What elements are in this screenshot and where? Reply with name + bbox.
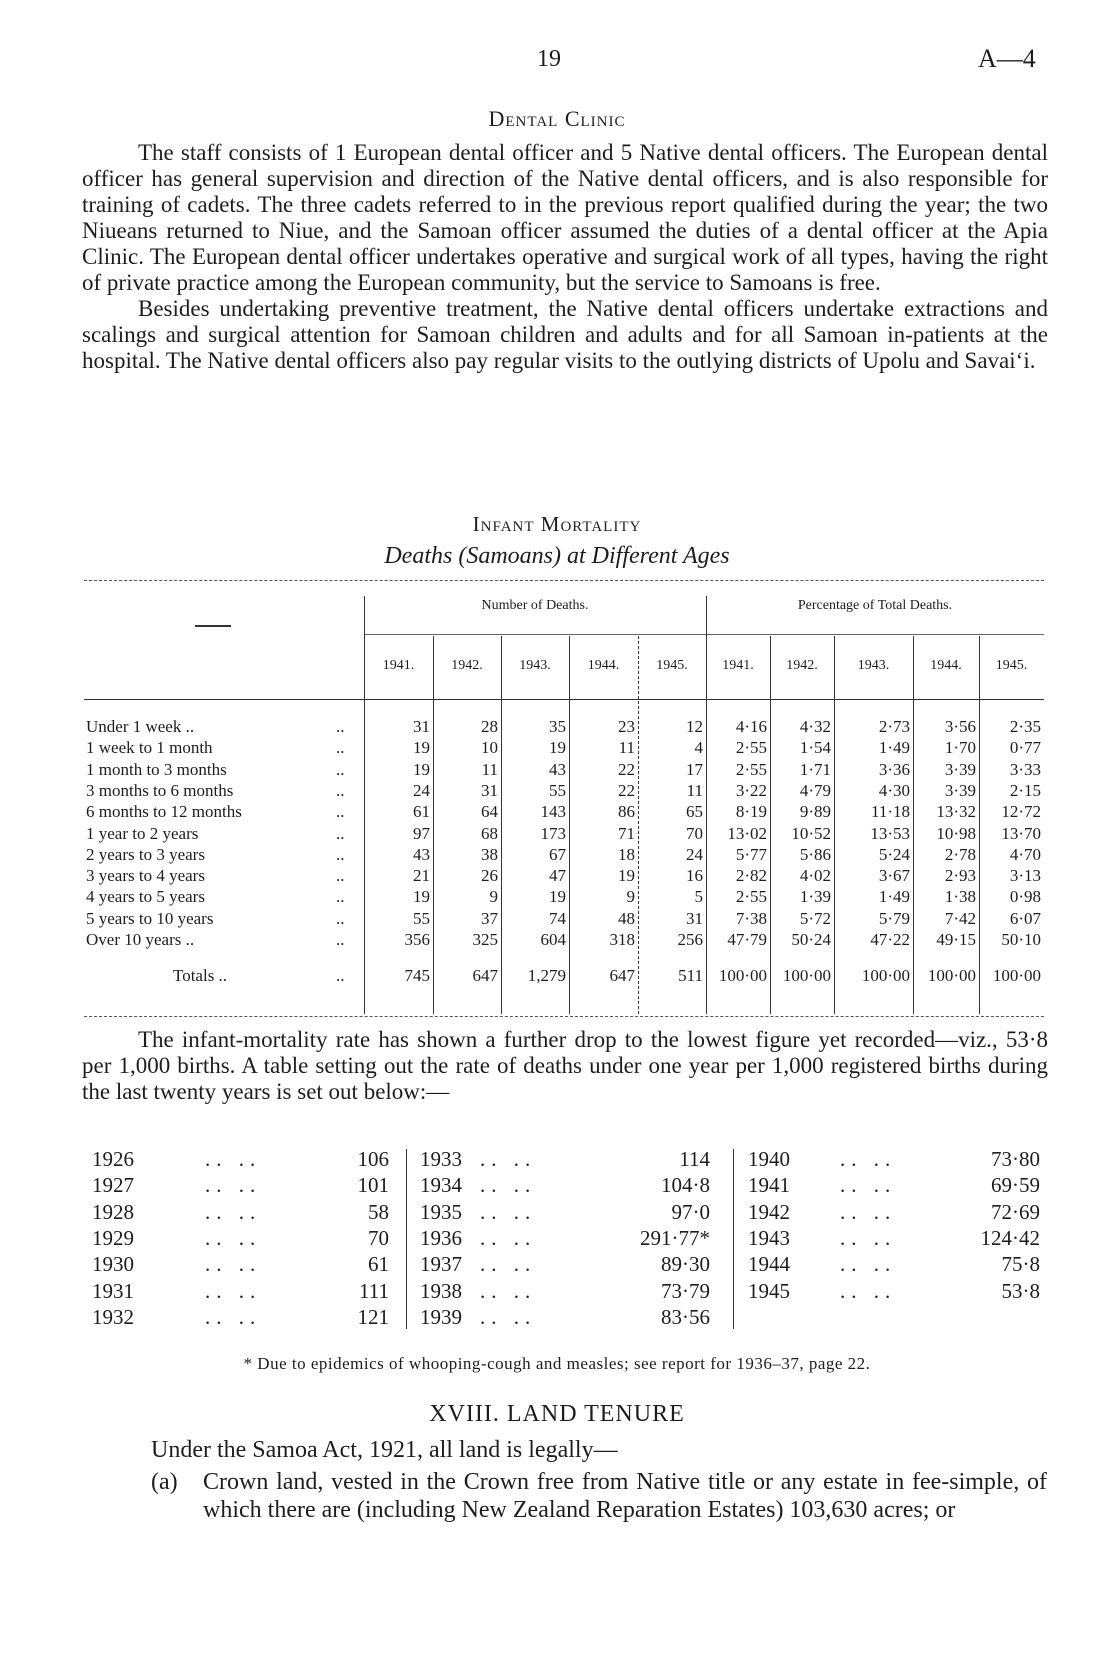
table-cell: 2·93 (944, 866, 976, 885)
rate-paragraph: The infant-mortality rate has shown a further drop to the lowest figure yet recorded—viz., 53·8 per 1,000 births. A table setting out the rate of deaths under one year per 1,000 registered births during the last twenty years is set out below:— (82, 1027, 1048, 1104)
table-cell: 26 (481, 866, 498, 885)
table-cell: 4·16 (735, 717, 767, 736)
table-cell: 5·86 (799, 845, 831, 864)
table-cell: 325 (472, 930, 498, 949)
table-cell: 43 (549, 760, 566, 779)
totals-cell: 647 (609, 966, 635, 985)
rate-paragraph-block (82, 1027, 1048, 1105)
land-tenure-intro: Under the Samoa Act, 1921, all land is legally— (151, 1437, 618, 1463)
table-cell: 71 (618, 824, 635, 843)
rate-value: 291·77* (640, 1226, 710, 1250)
year-header: 1941. (382, 658, 415, 673)
leader-dots: .. (336, 781, 345, 800)
rate-leader-dots: .. .. (205, 1305, 262, 1329)
table-cell: 55 (549, 781, 566, 800)
rate-year: 1943 (748, 1226, 790, 1250)
rate-leader-dots: .. .. (840, 1147, 897, 1171)
table-cell: 49·15 (936, 930, 976, 949)
dental-clinic-paragraphs (82, 140, 1048, 374)
table-cell: 18 (618, 845, 635, 864)
rate-value: 121 (357, 1305, 389, 1329)
table-cell: 9·89 (799, 802, 831, 821)
table-cell: 3·39 (944, 760, 976, 779)
dental-paragraph-2: Besides undertaking preventive treatment, the Native dental officers undertake extractions and scalings and surgical attention for Samoan children and adults and for all Samoan in-patients at the hospital. The Native dental officers also pay regular visits to the outlying districts of Upolu and Savai‘i. (82, 296, 1048, 373)
rate-value: 83·56 (661, 1305, 710, 1329)
year-header: 1943. (519, 658, 551, 673)
infant-mortality-heading: Infant Mortality (472, 512, 642, 536)
table-cell: 12 (686, 717, 703, 736)
table-cell: 4·32 (799, 717, 831, 736)
row-label: 1 month to 3 months (86, 760, 227, 779)
rate-leader-dots: .. .. (840, 1200, 897, 1224)
rate-leader-dots: .. .. (205, 1200, 262, 1224)
rate-year: 1932 (92, 1305, 134, 1329)
rate-year: 1938 (420, 1279, 462, 1303)
corner-dash (195, 625, 231, 627)
table-cell: 31 (413, 717, 430, 736)
table-cell: 10·98 (936, 824, 976, 843)
totals-cell: 100·00 (861, 966, 910, 985)
rate-value: 106 (357, 1147, 389, 1171)
rate-year: 1936 (420, 1226, 462, 1250)
table-cell: 604 (540, 930, 566, 949)
rate-leader-dots: .. .. (205, 1279, 262, 1303)
leader-dots: .. (336, 717, 345, 736)
rate-row (0, 1147, 1114, 1173)
table-cell: 47·79 (727, 930, 767, 949)
table-cell: 24 (686, 845, 703, 864)
table-cell: 1·70 (944, 738, 976, 757)
table-cell: 11 (481, 760, 498, 779)
table-cell: 9 (626, 887, 635, 906)
table-cell: 2·55 (735, 887, 767, 906)
table-cell: 48 (618, 909, 635, 928)
totals-cell: 100·00 (718, 966, 767, 985)
table-cell: 21 (413, 866, 430, 885)
rate-year: 1935 (420, 1200, 462, 1224)
rate-leader-dots: .. .. (480, 1252, 537, 1276)
dental-paragraph-1: The staff consists of 1 European dental officer and 5 Native dental officers. The European dental officer has general supervision and direction of the Native dental officers, and is also responsible for training of cadets. The three cadets referred to in the previous report qualified during the year; the two Niueans returned to Niue, and the Samoan officer assumed the duties of a dental officer at the Apia Clinic. The European dental officer undertakes operative and surgical work of all types, having the right of private practice among the European community, but the service to Samoans is free. (82, 140, 1048, 295)
rate-row (0, 1305, 1114, 1331)
table-cell: 23 (618, 717, 635, 736)
rate-value: 111 (359, 1279, 389, 1303)
table-cell: 13·32 (936, 802, 976, 821)
table-cell: 43 (413, 845, 430, 864)
totals-cell: 647 (472, 966, 498, 985)
table-cell: 5·77 (735, 845, 767, 864)
rate-row (0, 1252, 1114, 1278)
leader-dots: .. (336, 887, 345, 906)
table-cell: 3·67 (878, 866, 910, 885)
table-cell: 6·07 (1009, 909, 1041, 928)
table-cell: 5·24 (878, 845, 910, 864)
table-cell: 7·42 (944, 909, 976, 928)
table-cell: 10·52 (791, 824, 831, 843)
table-cell: 22 (618, 781, 635, 800)
year-header: 1945. (656, 658, 688, 673)
table-cell: 356 (404, 930, 430, 949)
table-cell: 16 (686, 866, 703, 885)
table-cell: 11 (686, 781, 703, 800)
table-cell: 4 (694, 738, 703, 757)
table-cell: 61 (413, 802, 430, 821)
table-cell: 70 (686, 824, 703, 843)
dental-clinic-heading: Dental Clinic (488, 106, 626, 131)
rate-row (0, 1279, 1114, 1305)
table-cell: 13·02 (727, 824, 767, 843)
rate-year: 1930 (92, 1252, 134, 1276)
table-cell: 68 (481, 824, 498, 843)
rate-value: 58 (368, 1200, 389, 1224)
leader-dots: .. (336, 760, 345, 779)
table-cell: 12·72 (1001, 802, 1041, 821)
row-label: 3 months to 6 months (86, 781, 234, 800)
table-cell: 19 (549, 887, 566, 906)
table-cell: 19 (413, 738, 430, 757)
table-cell: 19 (618, 866, 635, 885)
rate-value: 124·42 (980, 1226, 1040, 1250)
row-label: 6 months to 12 months (86, 802, 242, 821)
table-cell: 8·19 (735, 802, 767, 821)
table-bottom-rule (84, 1016, 1044, 1017)
year-header: 1944. (587, 658, 620, 673)
rate-year: 1933 (420, 1147, 462, 1171)
rate-leader-dots: .. .. (480, 1173, 537, 1197)
table-cell: 10 (481, 738, 498, 757)
table-cell: 28 (481, 717, 498, 736)
rate-leader-dots: .. .. (205, 1226, 262, 1250)
rate-year: 1941 (748, 1173, 790, 1197)
rate-year: 1939 (420, 1305, 462, 1329)
table-cell: 143 (540, 802, 566, 821)
rate-leader-dots: .. .. (840, 1279, 897, 1303)
table-cell: 173 (540, 824, 566, 843)
rate-leader-dots: .. .. (840, 1226, 897, 1250)
table-cell: 4·70 (1009, 845, 1041, 864)
year-header: 1944. (930, 658, 962, 673)
rate-row (0, 1173, 1114, 1199)
leader-dots: .. (336, 930, 345, 949)
table-cell: 13·53 (870, 824, 910, 843)
table-cell: 2·78 (944, 845, 976, 864)
table-body-rule (84, 699, 1044, 700)
table-cell: 37 (481, 909, 498, 928)
item-marker: (a) (151, 1469, 178, 1495)
rate-year: 1927 (92, 1173, 134, 1197)
year-header: 1945. (995, 658, 1028, 673)
table-top-rule (84, 580, 1044, 581)
table-cell: 19 (413, 760, 430, 779)
table-cell: 55 (413, 909, 430, 928)
rate-value: 114 (679, 1147, 710, 1171)
table-cell: 19 (413, 887, 430, 906)
table-cell: 1·49 (878, 738, 910, 757)
table-cell: 256 (677, 930, 703, 949)
row-label: Over 10 years .. (86, 930, 195, 949)
rate-row (0, 1226, 1114, 1252)
table-cell: 22 (618, 760, 635, 779)
table-cell: 3·39 (944, 781, 976, 800)
footnote: * Due to epidemics of whooping-cough and measles; see report for 1936–37, page 22. (243, 1354, 871, 1373)
rate-year: 1931 (92, 1279, 134, 1303)
table-cell: 0·98 (1009, 887, 1041, 906)
table-cell: 65 (686, 802, 703, 821)
table-cell: 13·70 (1001, 824, 1041, 843)
rate-leader-dots: .. .. (480, 1226, 537, 1250)
table-cell: 64 (481, 802, 498, 821)
table-cell: 4·30 (878, 781, 910, 800)
row-label: 3 years to 4 years (86, 866, 205, 885)
table-cell: 1·38 (944, 887, 976, 906)
row-label: 2 years to 3 years (86, 845, 205, 864)
year-header: 1942. (451, 658, 483, 673)
rate-year: 1926 (92, 1147, 134, 1171)
year-header: 1942. (786, 658, 818, 673)
rate-year: 1942 (748, 1200, 790, 1224)
table-cell: 5 (694, 887, 703, 906)
table-cell: 1·49 (878, 887, 910, 906)
table-cell: 35 (549, 717, 566, 736)
table-cell: 5·72 (799, 909, 831, 928)
table-cell: 11·18 (870, 802, 910, 821)
rate-year: 1945 (748, 1279, 790, 1303)
rate-leader-dots: .. .. (205, 1252, 262, 1276)
leader-dots: .. (336, 909, 345, 928)
table-cell: 2·82 (735, 866, 767, 885)
rate-year: 1944 (748, 1252, 790, 1276)
page-number: 19 (537, 46, 561, 72)
table-cell: 4·79 (799, 781, 831, 800)
year-header: 1943. (857, 658, 890, 673)
group-header-number: Number of Deaths. (481, 598, 589, 613)
rate-year: 1940 (748, 1147, 790, 1171)
table-cell: 1·39 (799, 887, 831, 906)
totals-cell: 100·00 (992, 966, 1041, 985)
rate-leader-dots: .. .. (480, 1147, 537, 1171)
table-cell: 31 (481, 781, 498, 800)
rate-value: 69·59 (991, 1173, 1040, 1197)
rate-year: 1934 (420, 1173, 462, 1197)
row-label: 1 week to 1 month (86, 738, 213, 757)
document-code: A—4 (978, 44, 1036, 73)
table-cell: 0·77 (1009, 738, 1041, 757)
rate-value: 97·0 (671, 1200, 710, 1224)
rate-value: 53·8 (1001, 1279, 1040, 1303)
row-label: Under 1 week .. (86, 717, 195, 736)
rate-value: 73·79 (661, 1279, 710, 1303)
table-cell: 5·79 (878, 909, 910, 928)
rate-value: 75·8 (1001, 1252, 1040, 1276)
land-tenure-heading: XVIII. LAND TENURE (429, 1401, 685, 1427)
table-cell: 2·35 (1009, 717, 1041, 736)
table-cell: 47 (549, 866, 566, 885)
leader-dots: .. (336, 866, 345, 885)
leader-dots: .. (336, 738, 345, 757)
table-cell: 50·24 (791, 930, 831, 949)
table-cell: 67 (549, 845, 566, 864)
table-cell: 9 (489, 887, 498, 906)
leader-dots: .. (336, 824, 345, 843)
table-cell: 47·22 (870, 930, 910, 949)
group-header-percentage: Percentage of Total Deaths. (797, 598, 953, 613)
item-text: Crown land, vested in the Crown free from Native title or any estate in fee-simple, of which there are (including New Zealand Reparation Estates) 103,630 acres; or (203, 1469, 1047, 1523)
rate-leader-dots: .. .. (840, 1173, 897, 1197)
rate-value: 101 (357, 1173, 389, 1197)
totals-cell: 1,279 (527, 966, 566, 985)
rate-value: 61 (368, 1252, 389, 1276)
table-cell: 7·38 (735, 909, 767, 928)
table-cell: 50·10 (1001, 930, 1041, 949)
table-cell: 19 (549, 738, 566, 757)
leader-dots: .. (336, 966, 345, 985)
totals-cell: 745 (404, 966, 430, 985)
totals-cell: 511 (678, 966, 703, 985)
rate-leader-dots: .. .. (205, 1147, 262, 1171)
rate-value: 104·8 (661, 1173, 710, 1197)
table-cell: 1·71 (799, 760, 831, 779)
table-cell: 3·13 (1009, 866, 1041, 885)
rate-year: 1928 (92, 1200, 134, 1224)
table-cell: 38 (481, 845, 498, 864)
table-cell: 24 (413, 781, 430, 800)
table-cell: 97 (413, 824, 430, 843)
leader-dots: .. (336, 802, 345, 821)
row-label: 1 year to 2 years (86, 824, 199, 843)
table-cell: 318 (609, 930, 635, 949)
rate-leader-dots: .. .. (480, 1305, 537, 1329)
table-cell: 3·36 (878, 760, 910, 779)
table-cell: 2·55 (735, 760, 767, 779)
leader-dots: .. (336, 845, 345, 864)
row-label: 4 years to 5 years (86, 887, 205, 906)
rate-year: 1937 (420, 1252, 462, 1276)
rate-value: 73·80 (991, 1147, 1040, 1171)
rate-year: 1929 (92, 1226, 134, 1250)
rate-leader-dots: .. .. (840, 1252, 897, 1276)
totals-cell: 100·00 (782, 966, 831, 985)
rate-value: 72·69 (991, 1200, 1040, 1224)
table-header-rule (364, 634, 1044, 635)
table-cell: 74 (549, 909, 566, 928)
table-cell: 2·15 (1009, 781, 1041, 800)
table-cell: 1·54 (799, 738, 831, 757)
table-cell: 3·33 (1009, 760, 1041, 779)
totals-label: Totals .. (173, 966, 228, 985)
table-cell: 11 (618, 738, 635, 757)
table-cell: 86 (618, 802, 635, 821)
table-cell: 17 (686, 760, 703, 779)
rate-leader-dots: .. .. (480, 1200, 537, 1224)
rate-row (0, 1200, 1114, 1226)
totals-cell: 100·00 (927, 966, 976, 985)
table-cell: 2·73 (878, 717, 910, 736)
rate-value: 89·30 (661, 1252, 710, 1276)
rate-leader-dots: .. .. (480, 1279, 537, 1303)
year-header: 1941. (722, 658, 754, 673)
rate-value: 70 (368, 1226, 389, 1250)
rate-leader-dots: .. .. (205, 1173, 262, 1197)
table-cell: 2·55 (735, 738, 767, 757)
table-cell: 3·22 (735, 781, 767, 800)
table-cell: 4·02 (799, 866, 831, 885)
infant-mortality-subheading: Deaths (Samoans) at Different Ages (384, 543, 730, 569)
row-label: 5 years to 10 years (86, 909, 214, 928)
table-cell: 31 (686, 909, 703, 928)
table-cell: 3·56 (944, 717, 976, 736)
